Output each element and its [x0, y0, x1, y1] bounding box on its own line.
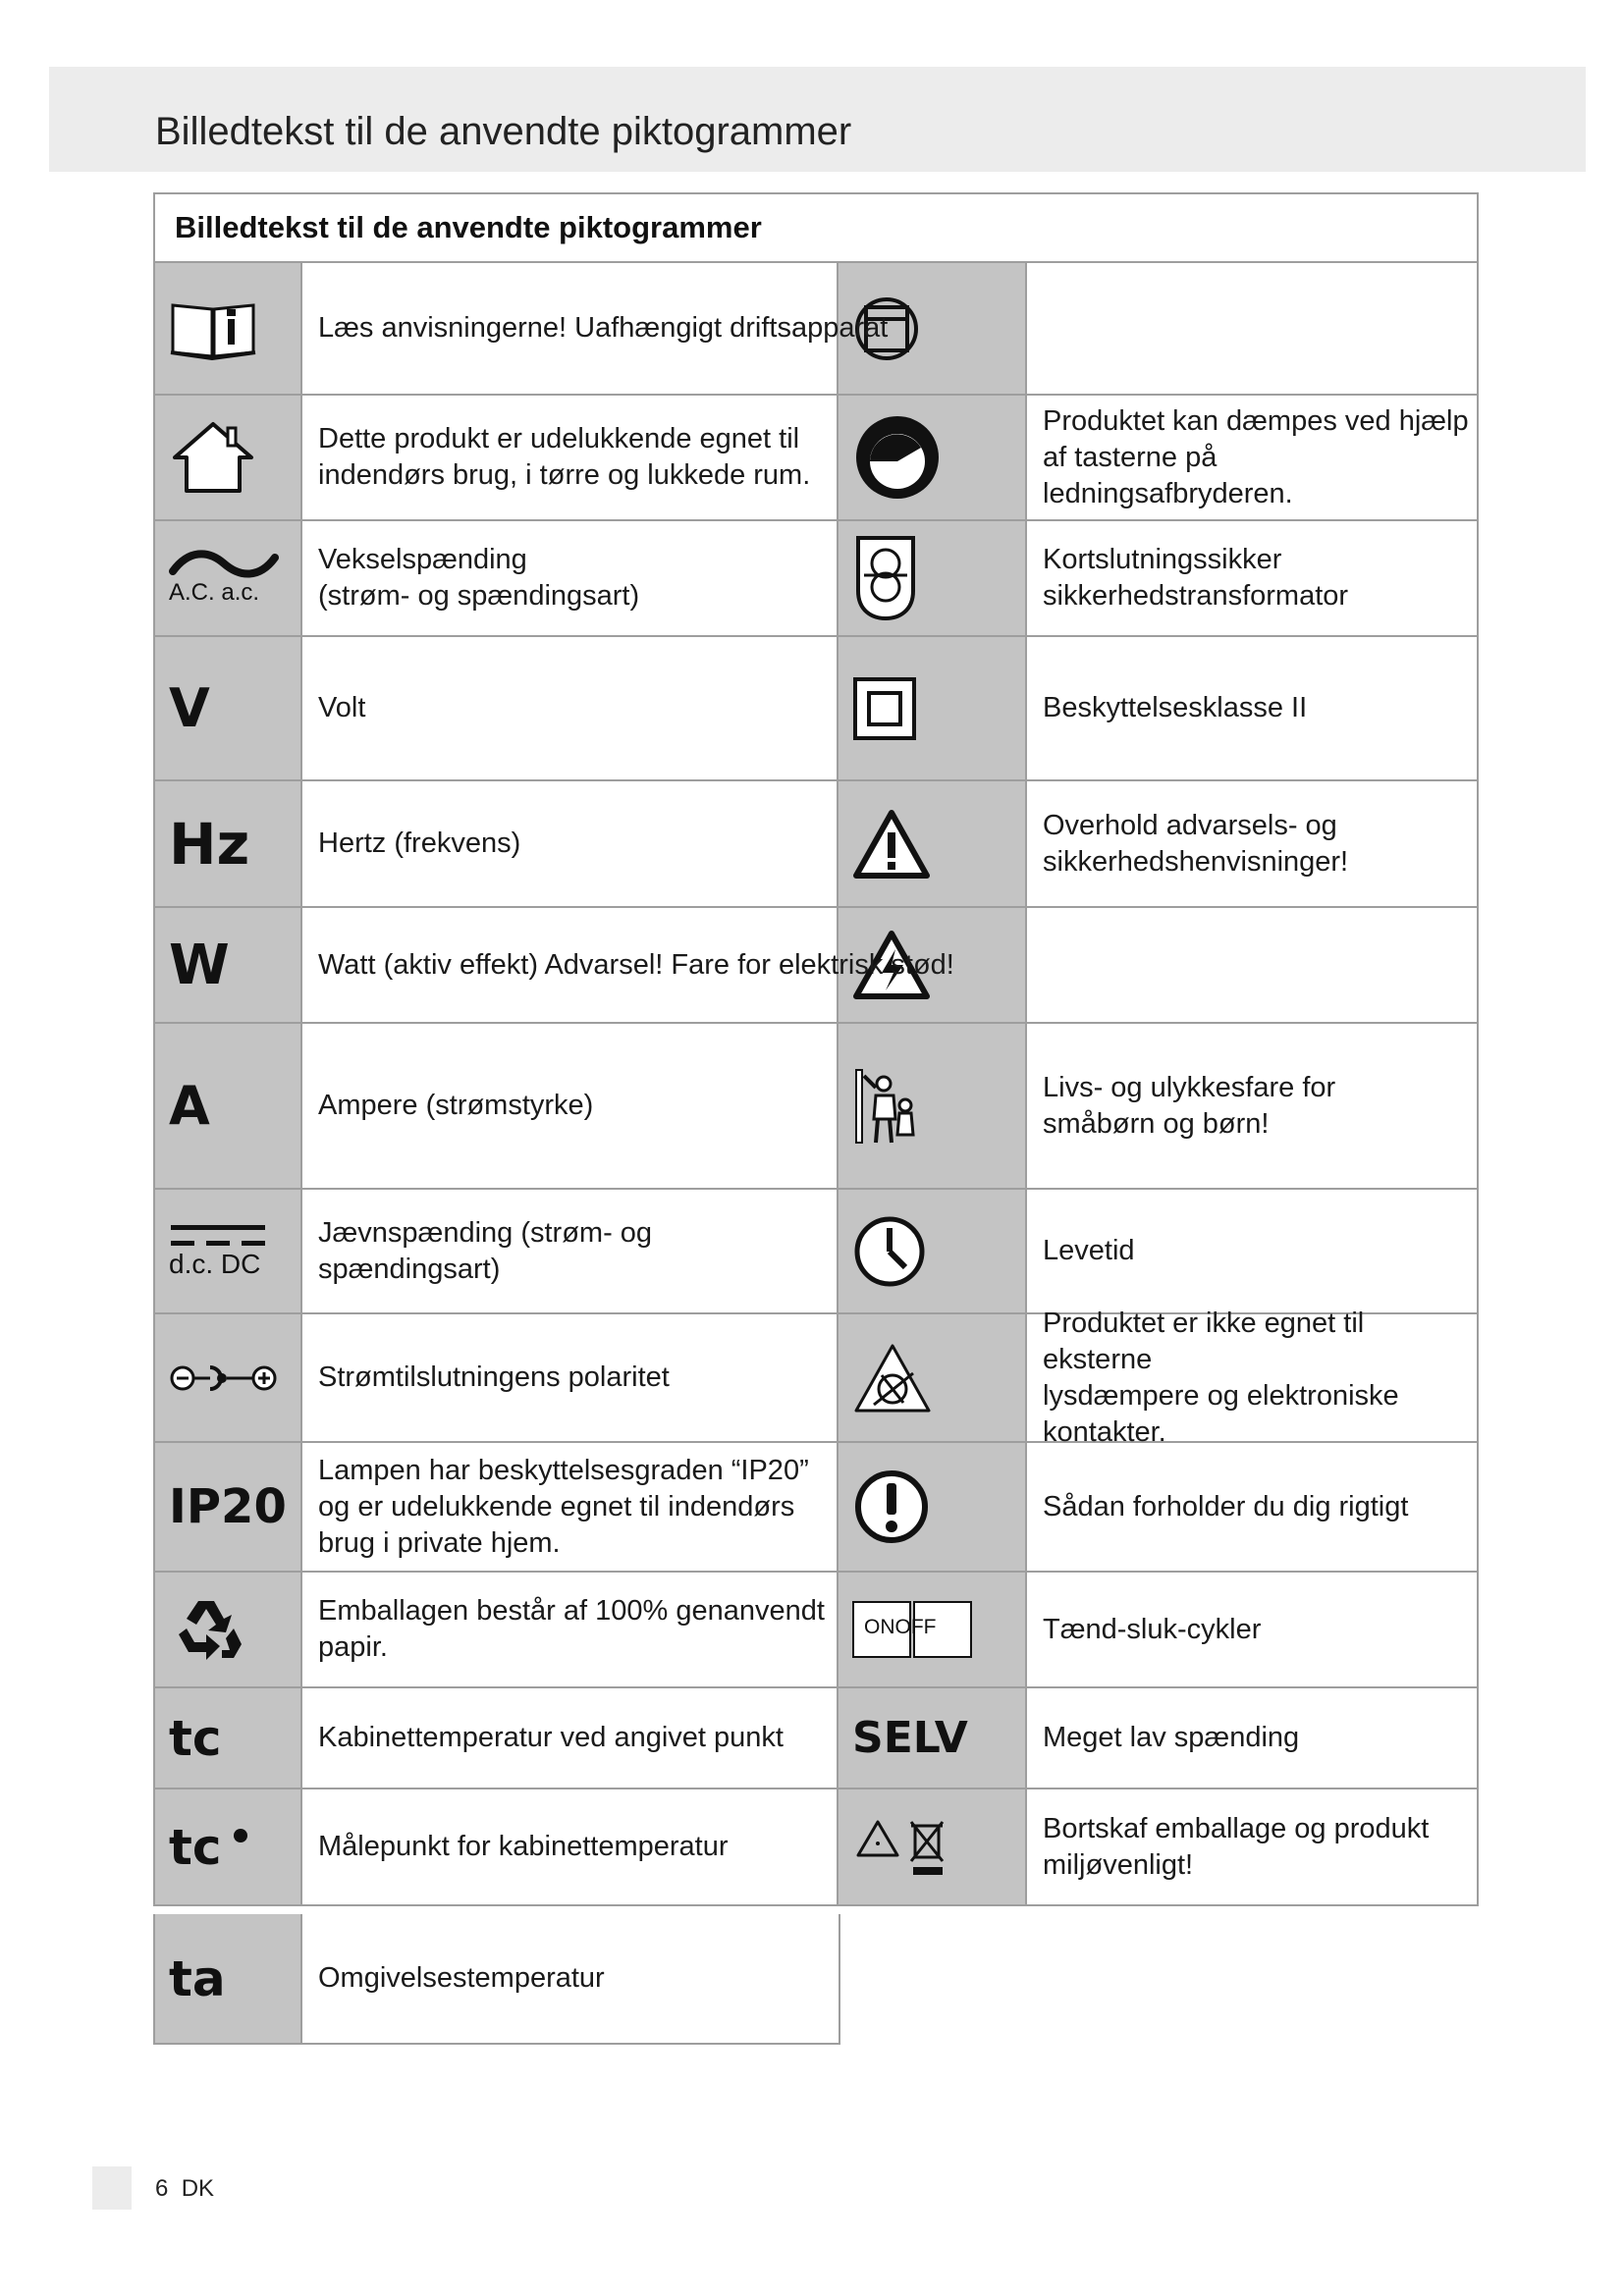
table-row — [155, 263, 1477, 396]
legend-text: Jævnspænding (strøm- og spændingsart) — [300, 1190, 839, 1312]
no-external-dimmer-icon — [839, 1314, 1025, 1441]
legend-text: Volt — [300, 637, 839, 779]
watt-symbol: W — [155, 908, 300, 1022]
legend-text: Beskyttelsesklasse II — [1025, 637, 1477, 779]
house-icon — [155, 396, 300, 519]
clock-icon — [839, 1190, 1025, 1312]
legend-text: Livs- og ulykkesfare for småbørn og børn! — [1025, 1024, 1477, 1188]
measure-point-dot — [234, 1829, 247, 1842]
tc-symbol: tc — [155, 1688, 300, 1788]
legend-text: Kortslutningssikker sikkerhedstransformator — [1025, 521, 1477, 635]
legend-text: Lampen har beskyttelsesgraden “IP20” og er udelukkende egnet til indendørs brug i private hjem. — [300, 1443, 839, 1571]
table-row — [153, 1914, 840, 2045]
ta-symbol: ta — [155, 1914, 300, 2043]
table-row — [155, 637, 1477, 781]
tc-point-symbol: tc — [155, 1789, 300, 1904]
recycle-icon — [155, 1573, 300, 1686]
table-row — [155, 908, 1477, 1024]
table-row — [155, 1024, 1477, 1190]
legend-text: Produktet er ikke egnet til eksterne lysdæmpere og elektroniske kontakter. — [1025, 1314, 1477, 1441]
on-off-icon — [839, 1573, 1025, 1686]
page-footer — [155, 2175, 214, 2203]
warning-triangle-icon — [839, 781, 1025, 906]
table-row — [155, 1190, 1477, 1314]
exclamation-circle-icon — [839, 1443, 1025, 1571]
dc-icon — [155, 1190, 300, 1312]
dimmer-icon — [839, 396, 1025, 519]
table-row — [155, 1573, 1477, 1688]
legend-text: Målepunkt for kabinettemperatur — [300, 1789, 839, 1904]
header-band — [49, 67, 1586, 172]
table-row — [155, 1443, 1477, 1573]
pictogram-legend-table — [153, 192, 1479, 1906]
legend-text: Bortskaf emballage og produkt miljøvenligt! — [1025, 1789, 1477, 1904]
legend-text — [1025, 263, 1477, 394]
polarity-icon — [155, 1314, 300, 1441]
legend-text: Emballagen består af 100% genanvendt papir. — [300, 1573, 839, 1686]
table-row — [155, 1688, 1477, 1789]
legend-text: Strømtilslutningens polaritet — [300, 1314, 839, 1441]
legend-text: Sådan forholder du dig rigtigt — [1025, 1443, 1477, 1571]
manual-info-icon — [155, 263, 300, 394]
protection-class-2-icon — [839, 637, 1025, 779]
legend-text: Watt (aktiv effekt) Advarsel! Fare for elektrisk stød! — [300, 908, 839, 1022]
footer-marker — [92, 2166, 132, 2210]
ac-wave-icon — [155, 521, 300, 635]
legend-text: Tænd-sluk-cykler — [1025, 1573, 1477, 1686]
on-off-label: ONOFF — [864, 1616, 937, 1638]
legend-text: Dette produkt er udelukkende egnet til indendørs brug, i tørre og lukkede rum. — [300, 396, 839, 519]
dc-label: d.c. DC — [169, 1248, 261, 1279]
language-code: DK — [181, 2175, 215, 2202]
legend-text: Kabinettemperatur ved angivet punkt — [300, 1688, 839, 1788]
short-circuit-transformer-icon — [839, 521, 1025, 635]
table-caption: Billedtekst til de anvendte piktogrammer — [155, 194, 1477, 263]
legend-text — [1025, 908, 1477, 1022]
ampere-symbol: A — [155, 1024, 300, 1188]
legend-text: Hertz (frekvens) — [300, 781, 839, 906]
table-row — [155, 781, 1477, 908]
legend-text: Produktet kan dæmpes ved hjælp af tasterne på ledningsafbryderen. — [1025, 396, 1477, 519]
volt-symbol: V — [155, 637, 300, 779]
legend-text: Levetid — [1025, 1190, 1477, 1312]
page-title: Billedtekst til de anvendte piktogrammer — [155, 110, 852, 153]
legend-text: Overhold advarsels- og sikkerhedshenvisninger! — [1025, 781, 1477, 906]
table-row — [155, 1307, 1477, 1448]
legend-text: Vekselspænding (strøm- og spændingsart) — [300, 521, 839, 635]
child-danger-icon — [839, 1024, 1025, 1188]
legend-text: Læs anvisningerne! Uafhængigt driftsapparat — [300, 263, 839, 394]
legend-text: Ampere (strømstyrke) — [300, 1024, 839, 1188]
page-number: 6 — [155, 2175, 169, 2202]
table-row — [155, 396, 1477, 521]
table-row — [155, 521, 1477, 637]
disposal-icon — [839, 1789, 1025, 1904]
table-row — [155, 1789, 1477, 1904]
ac-label: A.C. a.c. — [169, 579, 260, 606]
selv-symbol: SELV — [839, 1688, 1025, 1788]
ip20-symbol: IP20 — [155, 1443, 300, 1571]
legend-text: Meget lav spænding — [1025, 1688, 1477, 1788]
hertz-symbol: Hz — [155, 781, 300, 906]
legend-text: Omgivelsestemperatur — [300, 1914, 839, 2043]
